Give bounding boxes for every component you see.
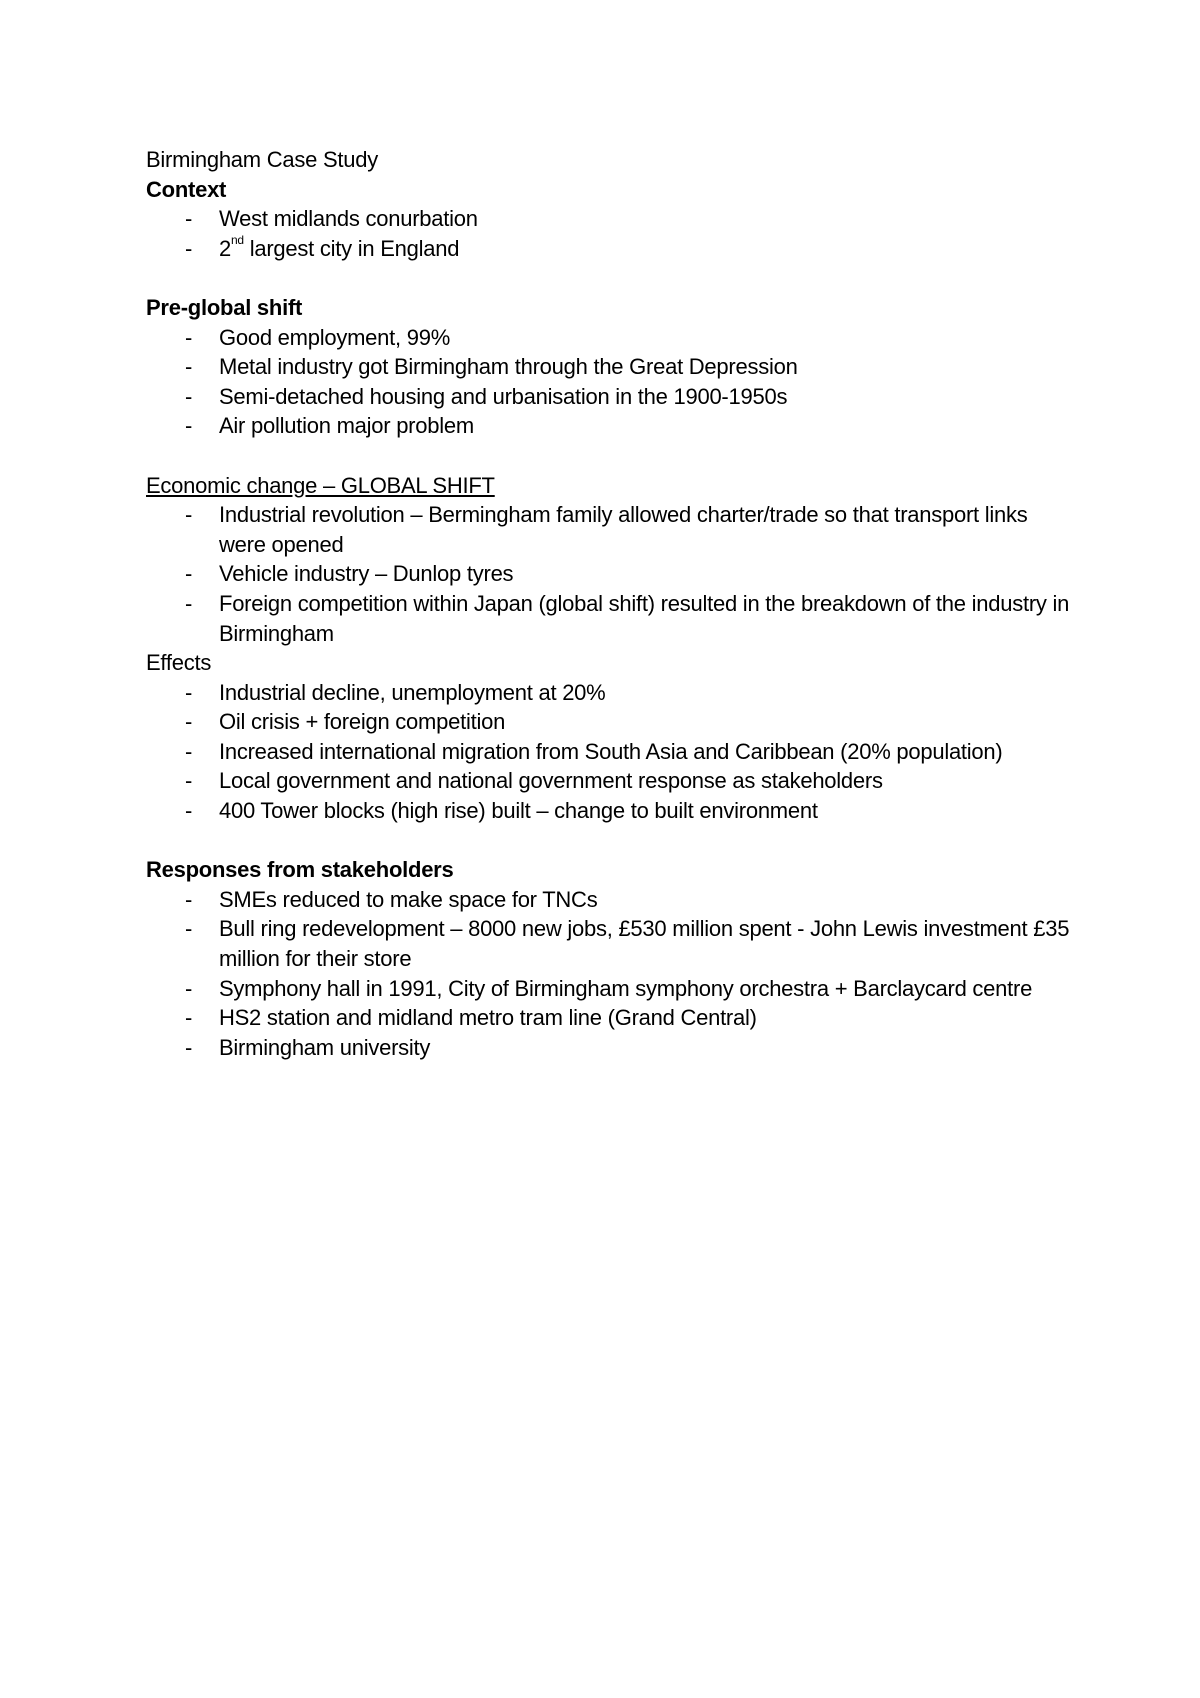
dash-bullet: - bbox=[185, 916, 193, 942]
effects-heading: Effects bbox=[146, 650, 212, 676]
largest-city-text: largest city in England bbox=[243, 235, 460, 261]
dash-bullet: - bbox=[185, 235, 193, 261]
list-item-text: Symphony hall in 1991, City of Birmingham symphony orchestra + Barclaycard centre bbox=[219, 975, 1033, 1001]
list-item-text: Air pollution major problem bbox=[219, 413, 474, 439]
list-item-text: Good employment, 99% bbox=[219, 324, 451, 350]
list-item-text: SMEs reduced to make space for TNCs bbox=[219, 886, 598, 912]
dash-bullet: - bbox=[185, 413, 193, 439]
spacer bbox=[146, 263, 1076, 293]
dash-bullet: - bbox=[185, 561, 193, 587]
list-item bbox=[146, 500, 1076, 559]
dash-bullet: - bbox=[185, 1034, 193, 1060]
list-item bbox=[146, 885, 1076, 915]
spacer bbox=[146, 826, 1076, 856]
list-item bbox=[146, 974, 1076, 1004]
list-item-text: Semi-detached housing and urbanisation in the 1900-1950s bbox=[219, 383, 788, 409]
largest-city-number: 2 bbox=[219, 235, 231, 261]
list-item-text: HS2 station and midland metro tram line (Grand Central) bbox=[219, 1005, 757, 1031]
responses-heading: Responses from stakeholders bbox=[146, 857, 454, 883]
document-body bbox=[146, 145, 1076, 1062]
list-item-text: West midlands conurbation bbox=[219, 206, 478, 232]
dash-bullet: - bbox=[185, 738, 193, 764]
dash-bullet: - bbox=[185, 502, 193, 528]
list-item bbox=[146, 559, 1076, 589]
list-item-text: Bull ring redevelopment – 8000 new jobs, £530 million spent - John Lewis investment £35 million for their store bbox=[219, 916, 1070, 972]
list-item bbox=[146, 796, 1076, 826]
pre-global-shift-heading: Pre-global shift bbox=[146, 294, 303, 320]
list-item bbox=[146, 382, 1076, 412]
dash-bullet: - bbox=[185, 798, 193, 824]
dash-bullet: - bbox=[185, 679, 193, 705]
list-item bbox=[146, 589, 1076, 648]
list-item-text: Increased international migration from South Asia and Caribbean (20% population) bbox=[219, 738, 1003, 764]
responses-list bbox=[146, 885, 1076, 1063]
spacer bbox=[146, 441, 1076, 471]
dash-bullet: - bbox=[185, 709, 193, 735]
list-item bbox=[146, 737, 1076, 767]
dash-bullet: - bbox=[185, 975, 193, 1001]
list-item-text: Foreign competition within Japan (global shift) resulted in the breakdown of the industry in Birmingham bbox=[219, 590, 1070, 646]
list-item bbox=[146, 234, 1076, 264]
context-heading: Context bbox=[146, 176, 227, 202]
economic-change-heading: Economic change – GLOBAL SHIFT bbox=[146, 472, 495, 498]
list-item-text: 400 Tower blocks (high rise) built – change to built environment bbox=[219, 798, 818, 824]
dash-bullet: - bbox=[185, 1005, 193, 1031]
dash-bullet: - bbox=[185, 886, 193, 912]
list-item-text: Vehicle industry – Dunlop tyres bbox=[219, 561, 514, 587]
dash-bullet: - bbox=[185, 354, 193, 380]
list-item bbox=[146, 766, 1076, 796]
list-item bbox=[146, 1003, 1076, 1033]
list-item-text: Industrial decline, unemployment at 20% bbox=[219, 679, 606, 705]
list-item bbox=[146, 1033, 1076, 1063]
dash-bullet: - bbox=[185, 206, 193, 232]
list-item bbox=[146, 411, 1076, 441]
list-item-text: Oil crisis + foreign competition bbox=[219, 709, 506, 735]
document-title: Birmingham Case Study bbox=[146, 147, 378, 172]
pre-global-shift-list bbox=[146, 323, 1076, 441]
dash-bullet: - bbox=[185, 383, 193, 409]
list-item bbox=[146, 707, 1076, 737]
ordinal-suffix: nd bbox=[231, 233, 244, 248]
list-item bbox=[146, 323, 1076, 353]
dash-bullet: - bbox=[185, 768, 193, 794]
effects-list bbox=[146, 678, 1076, 826]
context-list bbox=[146, 204, 1076, 263]
dash-bullet: - bbox=[185, 324, 193, 350]
list-item-text: Metal industry got Birmingham through the Great Depression bbox=[219, 354, 798, 380]
list-item bbox=[146, 914, 1076, 973]
list-item-text: Local government and national government response as stakeholders bbox=[219, 768, 883, 794]
list-item-text: Industrial revolution – Bermingham family allowed charter/trade so that transport links were opened bbox=[219, 502, 1028, 557]
dash-bullet: - bbox=[185, 590, 193, 616]
list-item-text: Birmingham university bbox=[219, 1034, 431, 1060]
economic-change-list bbox=[146, 500, 1076, 648]
list-item bbox=[146, 204, 1076, 234]
list-item bbox=[146, 352, 1076, 382]
list-item bbox=[146, 678, 1076, 708]
